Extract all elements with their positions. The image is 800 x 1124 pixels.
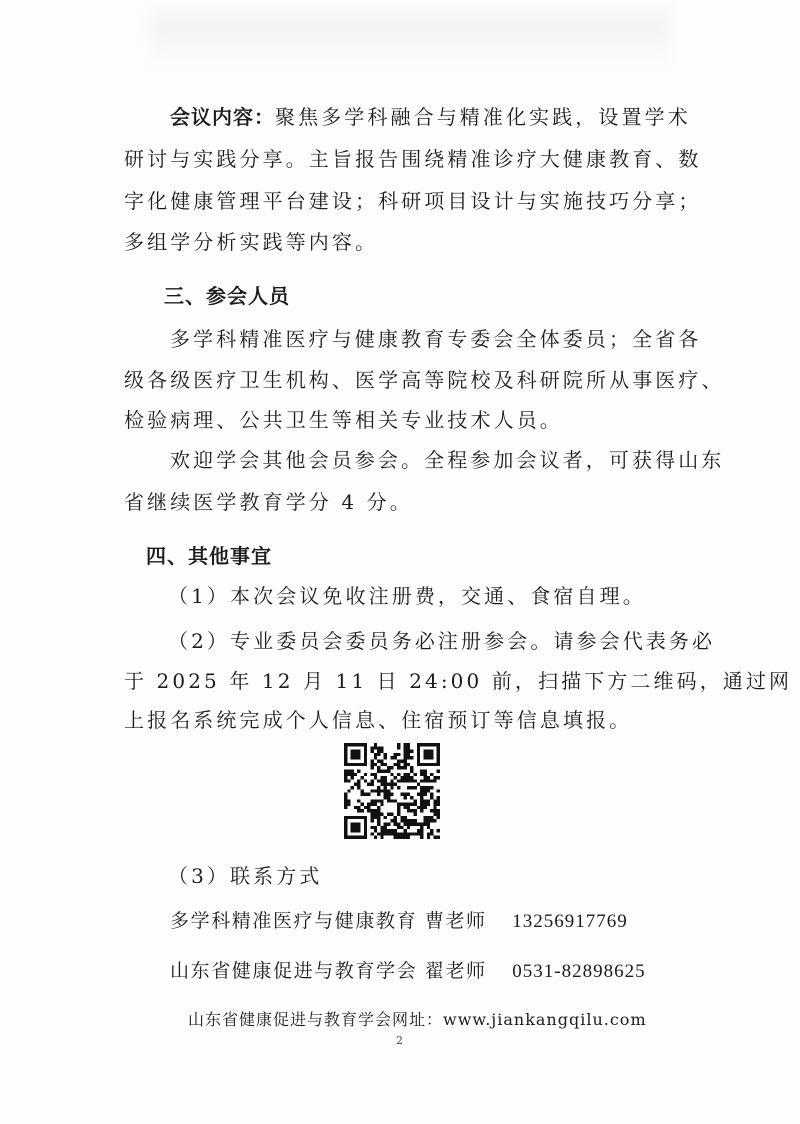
- section-4-heading: 四、其他事宜: [146, 544, 272, 568]
- contact-row-1: [170, 906, 628, 933]
- section-4-item-2-line-1: （2）专业委员会委员务必注册参会。请参会代表务必: [168, 629, 716, 653]
- contact-org: 多学科精准医疗与健康教育: [170, 910, 418, 932]
- section-3-para1-line-2: 级各级医疗卫生机构、医学高等院校及科研院所从事医疗、: [124, 368, 725, 392]
- contact-row-2: [170, 956, 646, 983]
- meeting-content-label: 会议内容：: [170, 105, 275, 129]
- section-3-para2-line-1: 欢迎学会其他会员参会。全程参加会议者，可获得山东: [170, 448, 725, 472]
- section-4-item-3: （3）联系方式: [168, 864, 323, 888]
- contact-person: 翟老师: [424, 960, 487, 982]
- website-line[interactable]: 山东省健康促进与教育学会网址：www.jiankangqilu.com: [188, 1010, 647, 1029]
- scan-blur: [150, 0, 670, 70]
- contact-person: 曹老师: [424, 910, 487, 932]
- section-4-item-1: （1）本次会议免收注册费，交通、食宿自理。: [168, 584, 646, 608]
- section-3-para1-line-3: 检验病理、公共卫生等相关专业技术人员。: [124, 408, 563, 432]
- meeting-content-line-1: 会议内容：聚焦多学科融合与精准化实践，设置学术: [170, 105, 691, 129]
- section-4-item-2-line-3: 上报名系统完成个人信息、住宿预订等信息填报。: [124, 708, 633, 732]
- section-4-item-2-line-2: 于 2025 年 12 月 11 日 24:00 前，扫描下方二维码，通过网: [124, 669, 793, 693]
- contact-org: 山东省健康促进与教育学会: [170, 960, 418, 982]
- contact-phone: 0531-82898625: [512, 961, 646, 982]
- contact-phone: 13256917769: [512, 911, 628, 932]
- meeting-content-line-3: 字化健康管理平台建设；科研项目设计与实施技巧分享；: [124, 189, 702, 213]
- section-3-heading: 三、参会人员: [164, 284, 290, 308]
- meeting-content-line-2: 研讨与实践分享。主旨报告围绕精准诊疗大健康教育、数: [124, 147, 702, 171]
- section-3-para1-line-1: 多学科精准医疗与健康教育专委会全体委员；全省各: [170, 327, 702, 351]
- qr-code-icon[interactable]: [344, 743, 440, 839]
- meeting-content-line-4: 多组学分析实践等内容。: [124, 230, 379, 254]
- page-number: 2: [396, 1034, 403, 1047]
- section-3-para2-line-2: 省继续医学教育学分 4 分。: [124, 490, 413, 514]
